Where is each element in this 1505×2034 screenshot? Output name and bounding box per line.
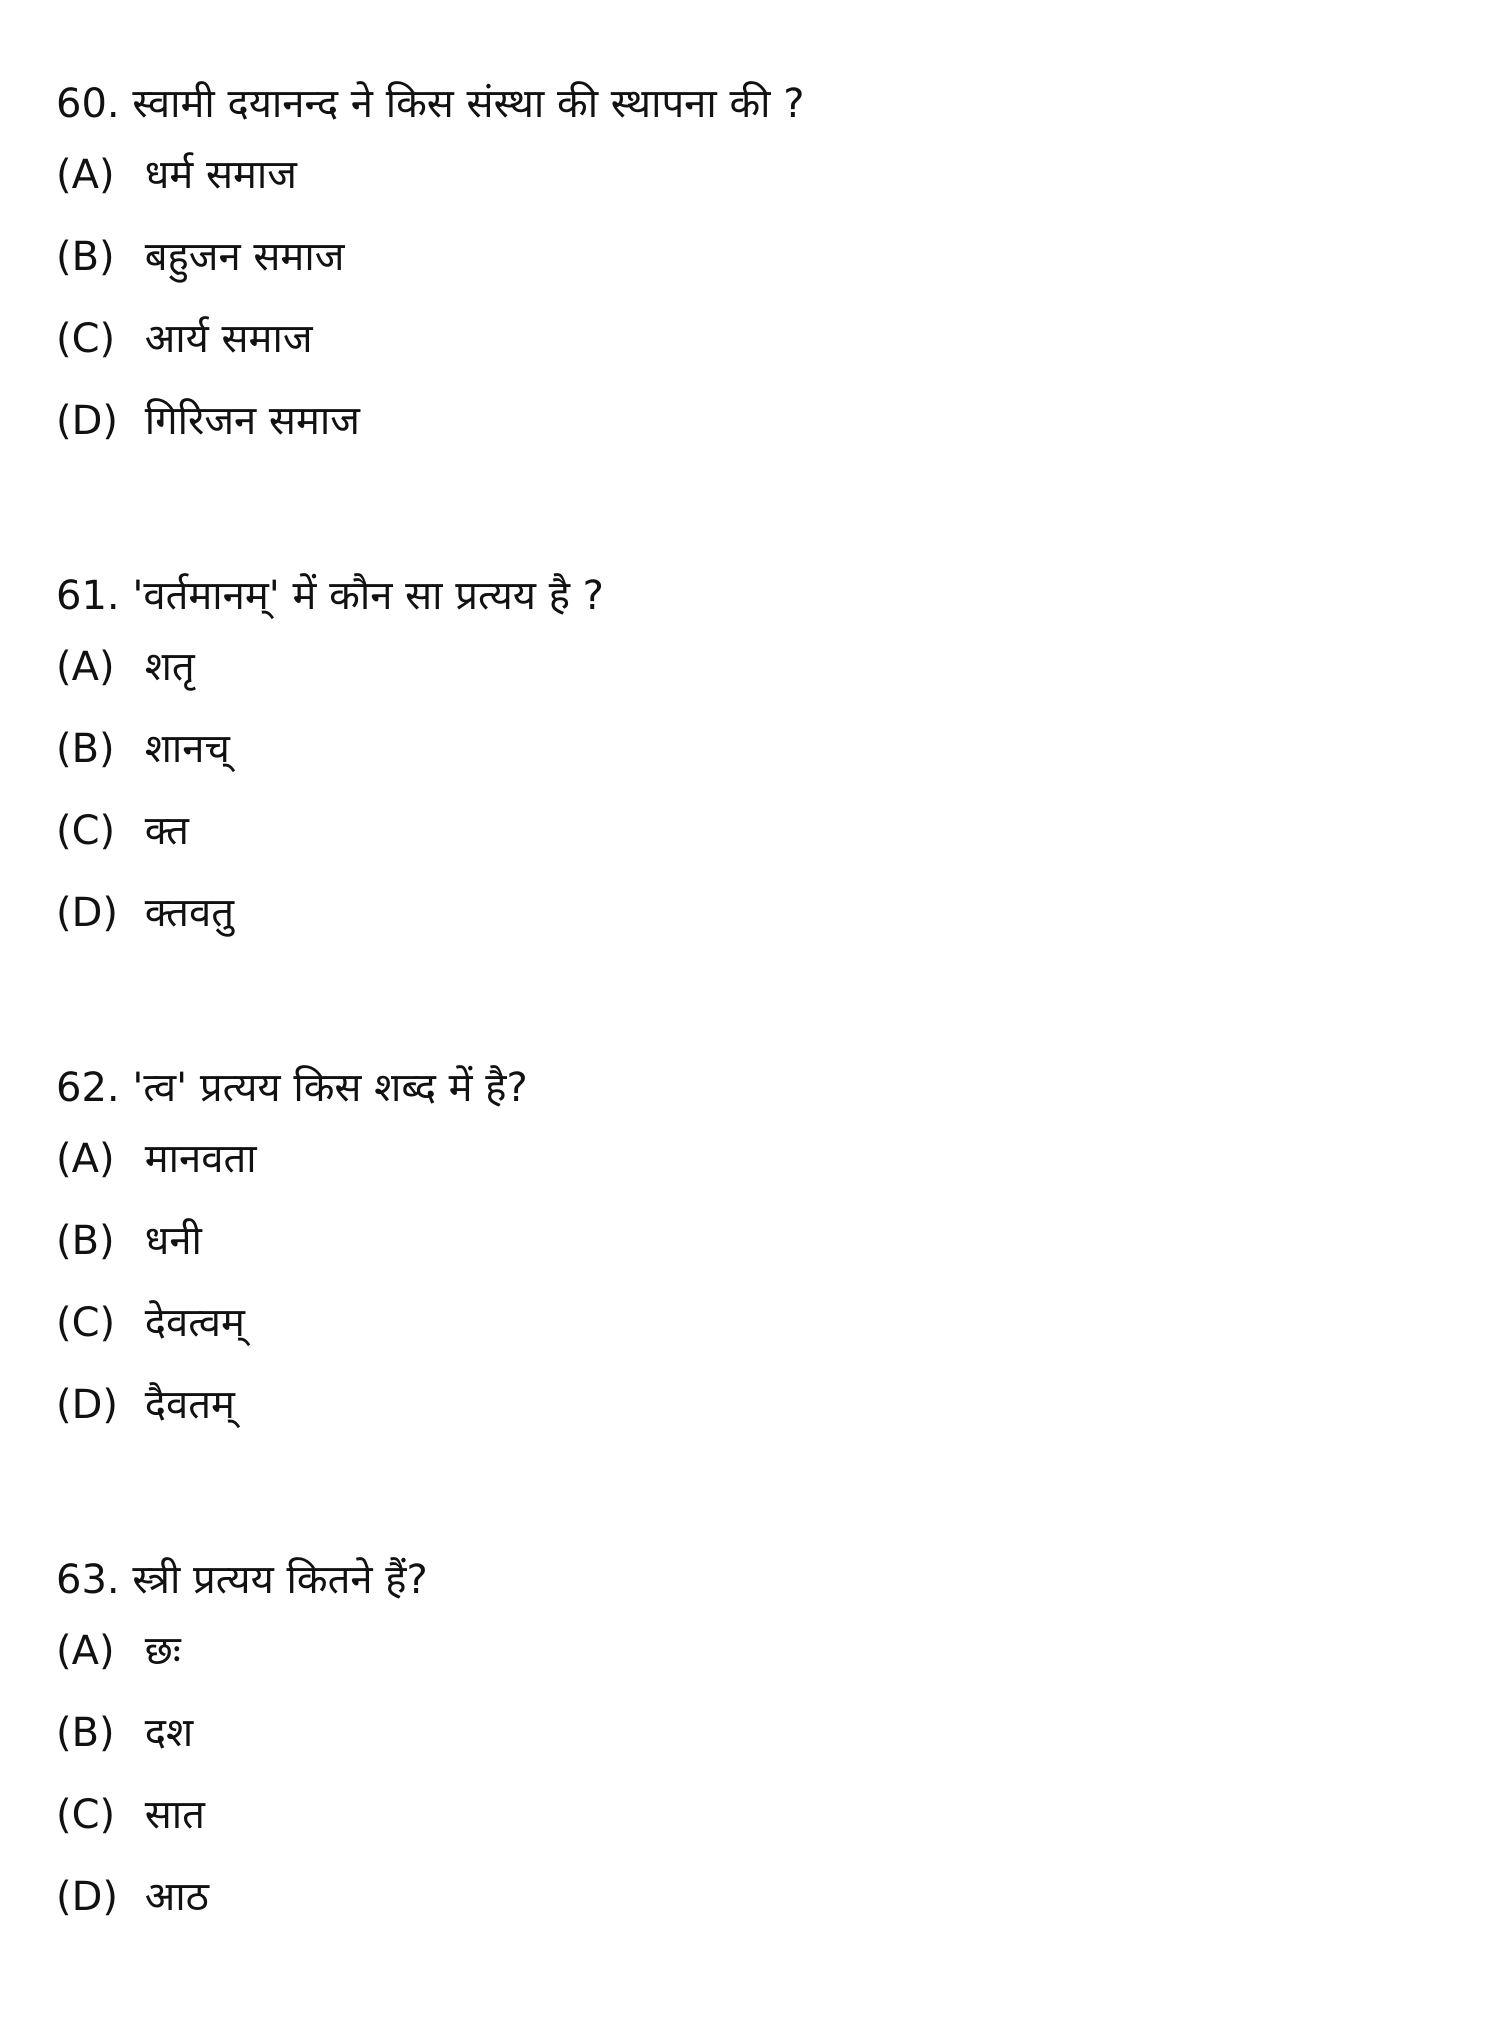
- option-letter: (D): [56, 1874, 119, 1920]
- option-d: [56, 872, 1436, 954]
- option-letter: (D): [56, 398, 119, 444]
- option-a: [56, 1118, 1436, 1200]
- option-letter: (A): [56, 644, 115, 690]
- option-b: [56, 1200, 1436, 1282]
- option-text: धर्म समाज: [144, 152, 297, 198]
- option-letter: (B): [56, 1710, 115, 1756]
- option-letter: (D): [56, 1382, 119, 1428]
- option-c: [56, 1282, 1436, 1364]
- option-letter: (A): [56, 152, 115, 198]
- option-text: देवत्वम्: [144, 1300, 245, 1346]
- option-c: [56, 1774, 1436, 1856]
- option-b: [56, 1692, 1436, 1774]
- question-62: [56, 1058, 1436, 1446]
- option-letter: (A): [56, 1628, 115, 1674]
- option-b: [56, 708, 1436, 790]
- option-text: धनी: [144, 1218, 202, 1264]
- option-a: [56, 1610, 1436, 1692]
- question-61: [56, 566, 1436, 954]
- option-d: [56, 1364, 1436, 1446]
- option-c: [56, 298, 1436, 380]
- option-text: क्त: [144, 808, 189, 854]
- option-text: दैवतम्: [144, 1382, 235, 1428]
- option-letter: (C): [56, 1792, 116, 1838]
- option-text: दश: [144, 1710, 194, 1756]
- option-text: बहुजन समाज: [144, 234, 345, 280]
- option-d: [56, 380, 1436, 462]
- option-b: [56, 216, 1436, 298]
- option-text: क्तवतु: [144, 890, 234, 936]
- question-text: 60. स्वामी दयानन्द ने किस संस्था की स्थापना की ?: [56, 81, 805, 127]
- option-text: मानवता: [144, 1136, 257, 1182]
- option-text: शतृ: [144, 644, 195, 690]
- option-a: [56, 626, 1436, 708]
- option-letter: (C): [56, 316, 116, 362]
- option-text: गिरिजन समाज: [144, 398, 360, 444]
- option-text: आर्य समाज: [144, 316, 313, 362]
- question-text: 61. 'वर्तमानम्' में कौन सा प्रत्यय है ?: [56, 573, 604, 619]
- option-letter: (C): [56, 1300, 116, 1346]
- question-text: 63. स्त्री प्रत्यय कितने हैं?: [56, 1557, 428, 1603]
- option-letter: (B): [56, 1218, 115, 1264]
- question-text: 62. 'त्व' प्रत्यय किस शब्द में है?: [56, 1065, 528, 1111]
- question-60: [56, 74, 1436, 462]
- option-text: छः: [144, 1628, 181, 1674]
- option-text: सात: [144, 1792, 205, 1838]
- option-letter: (B): [56, 234, 115, 280]
- option-text: शानच्: [144, 726, 230, 772]
- option-c: [56, 790, 1436, 872]
- question-63: [56, 1550, 1436, 1938]
- option-a: [56, 134, 1436, 216]
- option-text: आठ: [144, 1874, 209, 1920]
- option-d: [56, 1856, 1436, 1938]
- option-letter: (B): [56, 726, 115, 772]
- option-letter: (D): [56, 890, 119, 936]
- option-letter: (C): [56, 808, 116, 854]
- option-letter: (A): [56, 1136, 115, 1182]
